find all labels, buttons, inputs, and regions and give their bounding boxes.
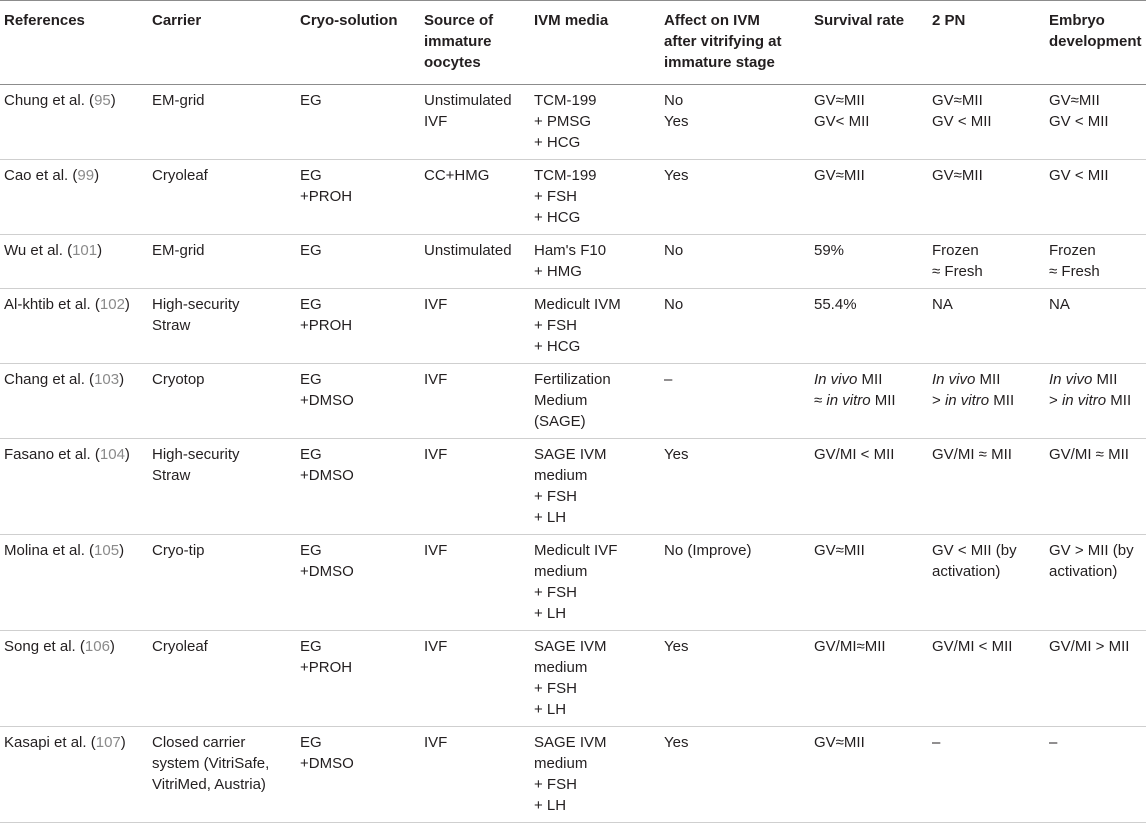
cryo-solution-cell	[296, 85, 420, 160]
2pn-cell	[928, 364, 1045, 439]
cell-line: High-security	[152, 446, 240, 463]
cell-line: + LH	[534, 605, 567, 622]
source-cell	[420, 535, 530, 631]
cell-line: IVF	[424, 296, 448, 313]
survival-rate-cell	[810, 727, 928, 823]
cell-line: medium	[534, 659, 588, 676]
cell-line: +DMSO	[300, 755, 354, 772]
2pn-cell	[928, 160, 1045, 235]
table-row	[0, 364, 1146, 439]
table-row	[0, 727, 1146, 823]
cell-line: (SAGE)	[534, 413, 586, 430]
cell-line: TCM-199	[534, 167, 597, 184]
carrier-cell	[148, 235, 296, 289]
survival-rate-cell	[810, 235, 928, 289]
reference-number-link[interactable]: 99	[77, 167, 95, 184]
table-row	[0, 439, 1146, 535]
cell-line: GV/MI ≈ MII	[932, 446, 1012, 463]
carrier-cell	[148, 631, 296, 727]
cell-line: + HCG	[534, 209, 581, 226]
reference-cell: Molina et al. (105)	[0, 535, 148, 631]
cell-line: Straw	[152, 467, 191, 484]
cell-line: +PROH	[300, 188, 353, 205]
survival-rate-cell	[810, 289, 928, 364]
2pn-cell	[928, 289, 1045, 364]
affect-cell	[660, 85, 810, 160]
cell-line: Medicult IVM	[534, 296, 621, 313]
2pn-cell	[928, 439, 1045, 535]
ivm-media-cell	[530, 439, 660, 535]
cryo-solution-cell	[296, 535, 420, 631]
cell-line: GV < MII	[932, 113, 992, 130]
source-cell	[420, 631, 530, 727]
cell-line: IVF	[424, 734, 448, 751]
carrier-cell	[148, 439, 296, 535]
source-cell	[420, 364, 530, 439]
cell-line: No	[664, 242, 684, 259]
survival-rate-cell	[810, 160, 928, 235]
table-row	[0, 160, 1146, 235]
reference-cell: Fasano et al. (104)	[0, 439, 148, 535]
cell-line: Yes	[664, 113, 689, 130]
affect-cell	[660, 631, 810, 727]
cell-line: Cryoleaf	[152, 638, 208, 655]
cell-line: ≈ Fresh	[932, 263, 983, 280]
carrier-cell	[148, 160, 296, 235]
cell-line: NA	[932, 296, 953, 313]
cell-line: IVF	[424, 542, 448, 559]
cell-line: > in vitro MII	[1049, 392, 1132, 409]
cell-line: Yes	[664, 446, 689, 463]
cell-line: GV≈MII	[932, 167, 983, 184]
cell-line: EM-grid	[152, 92, 205, 109]
cell-line: SAGE IVM	[534, 734, 607, 751]
reference-cell: Chang et al. (103)	[0, 364, 148, 439]
reference-author: Song et al.	[4, 638, 76, 655]
source-cell	[420, 235, 530, 289]
cell-line: Frozen	[932, 242, 979, 259]
cell-line: 59%	[814, 242, 845, 259]
cell-line: + FSH	[534, 584, 577, 601]
affect-cell	[660, 727, 810, 823]
survival-rate-cell	[810, 631, 928, 727]
cell-line: IVF	[424, 371, 448, 388]
survival-rate-cell	[810, 535, 928, 631]
cell-line: Yes	[664, 734, 689, 751]
cell-line: +PROH	[300, 659, 353, 676]
cell-line: EG	[300, 92, 322, 109]
cell-line: NA	[1049, 296, 1070, 313]
reference-number-link[interactable]: 104	[99, 446, 125, 463]
table-row	[0, 535, 1146, 631]
carrier-header: Carrier	[148, 1, 296, 85]
cell-line: Yes	[664, 638, 689, 655]
embryo-development-cell	[1045, 160, 1146, 235]
affect-cell	[660, 289, 810, 364]
affect-cell	[660, 364, 810, 439]
cell-line: EM-grid	[152, 242, 205, 259]
table-body	[0, 85, 1146, 823]
cell-line: Closed carrier	[152, 734, 246, 751]
cell-line: Cryo-tip	[152, 542, 205, 559]
cell-line: In vivo MII	[1049, 371, 1118, 388]
reference-author: Chang et al.	[4, 371, 85, 388]
cryo-solution-cell	[296, 631, 420, 727]
embryo-development-header: Embryo development	[1045, 1, 1146, 85]
survival-rate-header: Survival rate	[810, 1, 928, 85]
cell-line: –	[932, 734, 941, 751]
reference-author: Kasapi et al.	[4, 734, 87, 751]
reference-cell: Cao et al. (99)	[0, 160, 148, 235]
cryo-solution-cell	[296, 160, 420, 235]
cell-line: GV≈MII	[932, 92, 983, 109]
cell-line: ≈ Fresh	[1049, 263, 1100, 280]
cell-line: EG	[300, 446, 322, 463]
reference-cell: Song et al. (106)	[0, 631, 148, 727]
cell-line: EG	[300, 371, 322, 388]
2pn-cell	[928, 85, 1045, 160]
cell-line: Straw	[152, 317, 191, 334]
2pn-header: 2 PN	[928, 1, 1045, 85]
cell-line: + LH	[534, 797, 567, 814]
cryo-solution-cell	[296, 727, 420, 823]
affect-header: Affect on IVM after vitrifying at immature stage	[660, 1, 810, 85]
cell-line: EG	[300, 734, 322, 751]
cell-line: EG	[300, 542, 322, 559]
reference-number-link[interactable]: 102	[99, 296, 125, 313]
reference-cell: Wu et al. (101)	[0, 235, 148, 289]
cell-line: GV < MII	[1049, 167, 1109, 184]
cell-line: + FSH	[534, 317, 577, 334]
cell-line: In vivo MII	[932, 371, 1001, 388]
cell-line: –	[1049, 734, 1058, 751]
cell-line: activation)	[932, 563, 1001, 580]
cell-line: GV≈MII	[814, 167, 865, 184]
reference-number-link[interactable]: 103	[94, 371, 120, 388]
cell-line: medium	[534, 467, 588, 484]
cryo-solution-cell	[296, 439, 420, 535]
affect-cell	[660, 535, 810, 631]
cell-line: +DMSO	[300, 467, 354, 484]
ivm-media-cell	[530, 85, 660, 160]
cell-line: Fertilization	[534, 371, 611, 388]
survival-rate-cell	[810, 364, 928, 439]
cell-line: +DMSO	[300, 563, 354, 580]
source-header: Source of immature oocytes	[420, 1, 530, 85]
cell-line: GV < MII (by	[932, 542, 1017, 559]
cell-line: SAGE IVM	[534, 638, 607, 655]
cell-line: Medium	[534, 392, 588, 409]
embryo-development-cell	[1045, 631, 1146, 727]
reference-author: Wu et al.	[4, 242, 63, 259]
cell-line: EG	[300, 638, 322, 655]
cell-line: TCM-199	[534, 92, 597, 109]
cell-line: GV/MI > MII	[1049, 638, 1130, 655]
cell-line: Unstimulated	[424, 92, 512, 109]
cell-line: + HCG	[534, 134, 581, 151]
reference-author: Al-khtib et al.	[4, 296, 91, 313]
cell-line: Medicult IVF	[534, 542, 618, 559]
2pn-cell	[928, 727, 1045, 823]
ivm-media-cell	[530, 535, 660, 631]
cell-line: SAGE IVM	[534, 446, 607, 463]
cell-line: GV > MII (by	[1049, 542, 1134, 559]
cell-line: + FSH	[534, 488, 577, 505]
cell-line: GV≈MII	[814, 92, 865, 109]
cell-line: –	[664, 371, 673, 388]
reference-cell: Kasapi et al. (107)	[0, 727, 148, 823]
cell-line: IVF	[424, 638, 448, 655]
reference-cell: Al-khtib et al. (102)	[0, 289, 148, 364]
cell-line: No	[664, 296, 684, 313]
table-row	[0, 85, 1146, 160]
source-cell	[420, 727, 530, 823]
table-row	[0, 631, 1146, 727]
cell-line: + HMG	[534, 263, 582, 280]
ivm-media-cell	[530, 235, 660, 289]
embryo-development-cell	[1045, 289, 1146, 364]
ivm-media-cell	[530, 160, 660, 235]
cell-line: Frozen	[1049, 242, 1096, 259]
reference-number-link[interactable]: 107	[95, 734, 121, 751]
cell-line: system (VitriSafe,	[152, 755, 270, 772]
source-cell	[420, 160, 530, 235]
cell-line: 55.4%	[814, 296, 857, 313]
cell-line: GV/MI < MII	[814, 446, 895, 463]
reference-number-link[interactable]: 101	[72, 242, 98, 259]
cell-line: + PMSG	[534, 113, 592, 130]
reference-cell: Chung et al. (95)	[0, 85, 148, 160]
cell-line: GV≈MII	[1049, 92, 1100, 109]
source-cell	[420, 85, 530, 160]
cell-line: In vivo MII	[814, 371, 883, 388]
cell-line: Cryotop	[152, 371, 205, 388]
cell-line: EG	[300, 296, 322, 313]
reference-author: Fasano et al.	[4, 446, 91, 463]
references-header: References	[0, 1, 148, 85]
table-row	[0, 289, 1146, 364]
cell-line: medium	[534, 755, 588, 772]
cell-line: Yes	[664, 167, 689, 184]
reference-author: Chung et al.	[4, 92, 85, 109]
affect-cell	[660, 235, 810, 289]
carrier-cell	[148, 535, 296, 631]
2pn-cell	[928, 535, 1045, 631]
cell-line: GV/MI < MII	[932, 638, 1013, 655]
cell-line: + LH	[534, 701, 567, 718]
cell-line: Ham's F10	[534, 242, 607, 259]
embryo-development-cell	[1045, 439, 1146, 535]
cell-line: GV≈MII	[814, 734, 865, 751]
cell-line: EG	[300, 167, 322, 184]
cell-line: EG	[300, 242, 322, 259]
carrier-cell	[148, 289, 296, 364]
2pn-cell	[928, 235, 1045, 289]
table-row	[0, 235, 1146, 289]
cell-line: GV< MII	[814, 113, 870, 130]
2pn-cell	[928, 631, 1045, 727]
cell-line: No	[664, 92, 684, 109]
cell-line: GV≈MII	[814, 542, 865, 559]
reference-number-link[interactable]: 106	[84, 638, 110, 655]
ivm-media-cell	[530, 289, 660, 364]
cell-line: Unstimulated	[424, 242, 512, 259]
cryo-solution-header: Cryo-solution	[296, 1, 420, 85]
affect-cell	[660, 439, 810, 535]
cell-line: No (Improve)	[664, 542, 752, 559]
source-cell	[420, 439, 530, 535]
cell-line: +DMSO	[300, 392, 354, 409]
cell-line: +PROH	[300, 317, 353, 334]
cell-line: + FSH	[534, 188, 577, 205]
embryo-development-cell	[1045, 364, 1146, 439]
cell-line: activation)	[1049, 563, 1118, 580]
cell-line: ≈ in vitro MII	[814, 392, 896, 409]
cell-line: VitriMed, Austria)	[152, 776, 266, 793]
header-row	[0, 1, 1146, 85]
reference-author: Cao et al.	[4, 167, 69, 184]
cell-line: GV < MII	[1049, 113, 1109, 130]
cell-line: IVF	[424, 446, 448, 463]
cryo-solution-cell	[296, 289, 420, 364]
cell-line: CC+HMG	[424, 167, 490, 184]
cell-line: medium	[534, 563, 588, 580]
carrier-cell	[148, 727, 296, 823]
embryo-development-cell	[1045, 727, 1146, 823]
carrier-cell	[148, 85, 296, 160]
carrier-cell	[148, 364, 296, 439]
cell-line: + LH	[534, 509, 567, 526]
cell-line: + FSH	[534, 776, 577, 793]
reference-author: Molina et al.	[4, 542, 85, 559]
ivm-media-cell	[530, 631, 660, 727]
reference-number-link[interactable]: 105	[94, 542, 120, 559]
cell-line: Cryoleaf	[152, 167, 208, 184]
source-cell	[420, 289, 530, 364]
cell-line: > in vitro MII	[932, 392, 1015, 409]
cell-line: + FSH	[534, 680, 577, 697]
embryo-development-cell	[1045, 535, 1146, 631]
ivm-media-header: IVM media	[530, 1, 660, 85]
embryo-development-cell	[1045, 85, 1146, 160]
cryo-solution-cell	[296, 364, 420, 439]
ivm-media-cell	[530, 364, 660, 439]
reference-number-link[interactable]: 95	[94, 92, 111, 109]
cell-line: + HCG	[534, 338, 581, 355]
cryo-solution-cell	[296, 235, 420, 289]
embryo-development-cell	[1045, 235, 1146, 289]
cell-line: GV/MI≈MII	[814, 638, 886, 655]
cell-line: IVF	[424, 113, 448, 130]
affect-cell	[660, 160, 810, 235]
survival-rate-cell	[810, 85, 928, 160]
cell-line: High-security	[152, 296, 240, 313]
cell-line: GV/MI ≈ MII	[1049, 446, 1129, 463]
survival-rate-cell	[810, 439, 928, 535]
ivm-media-cell	[530, 727, 660, 823]
